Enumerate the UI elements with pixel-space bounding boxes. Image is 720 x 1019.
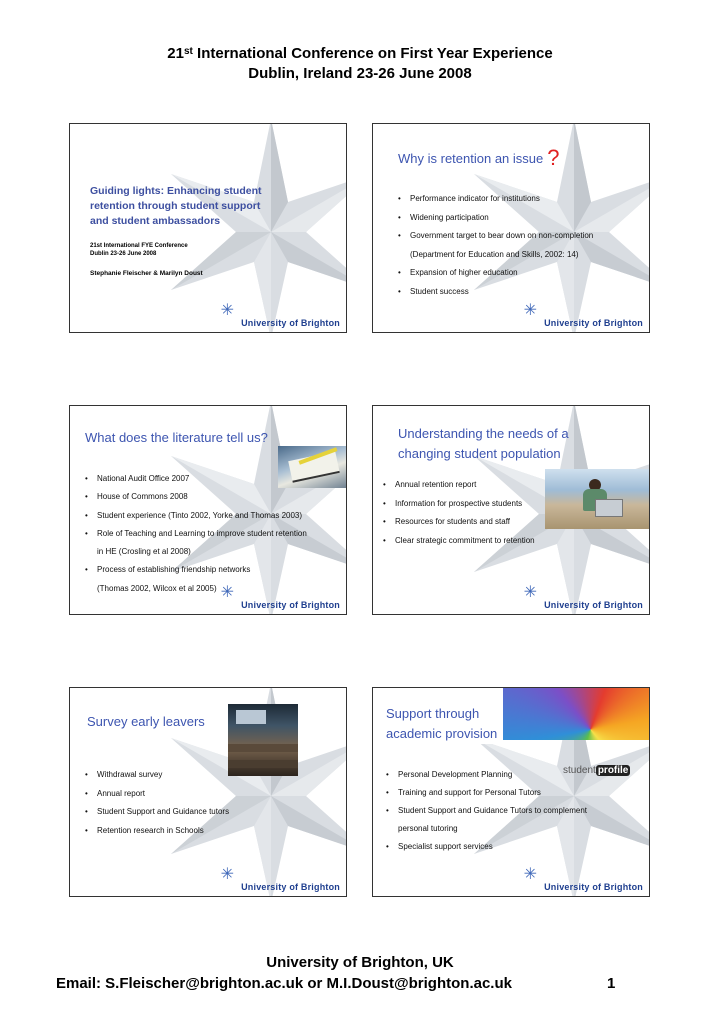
list-item: • Student experience (Tinto 2002, Yorke and Thomas 2003) [85, 507, 343, 525]
list-item: • Expansion of higher education [398, 264, 643, 283]
page-header [0, 44, 720, 84]
list-item: • Annual retention report [383, 476, 563, 495]
university-logo [221, 304, 340, 328]
slide-title [69, 123, 347, 333]
university-logo [221, 586, 340, 610]
university-name: University of Brighton [544, 318, 643, 328]
list-item: in HE (Crosling et al 2008) [97, 547, 191, 557]
snowflake-icon: ✳ [523, 866, 537, 883]
slide6-title [386, 704, 501, 744]
list-item: • Specialist support services [386, 838, 646, 856]
list-item: • Student Support and Guidance Tutors to complement [386, 802, 646, 820]
list-item: • Widening participation [398, 209, 643, 228]
list-item: • Information for prospective students [383, 495, 563, 514]
slide2-list [398, 190, 643, 301]
header-superscript: st [183, 46, 193, 57]
question-mark: ? [547, 145, 560, 170]
pinwheel-photo [503, 688, 649, 740]
list-item: • Resources for students and staff [383, 513, 563, 532]
list-item: • House of Commons 2008 [85, 488, 343, 506]
slide1-dates: Dublin 23-26 June 2008 [90, 251, 157, 257]
header-number: 21 [167, 45, 184, 62]
slide1-subtitle [90, 242, 188, 258]
list-item: • Retention research in Schools [85, 822, 335, 841]
footer-email: Email: S.Fleischer@brighton.ac.uk or M.I.Doust@brighton.ac.uk [56, 975, 512, 992]
university-name: University of Brighton [544, 600, 643, 610]
slide1-conference: 21st International FYE Conference [90, 243, 188, 249]
list-item: • Student Support and Guidance tutors [85, 803, 335, 822]
list-item: • Clear strategic commitment to retention [383, 532, 563, 551]
snowflake-icon: ✳ [220, 584, 234, 601]
student-profile-logo-b: profile [597, 765, 629, 776]
list-item: (Thomas 2002, Wilcox et al 2005) [97, 583, 217, 593]
list-item: • Process of establishing friendship networks [85, 561, 343, 579]
university-logo [524, 586, 643, 610]
slide-academic-provision [372, 687, 650, 897]
slide3-list [85, 470, 343, 601]
slide2-title [398, 145, 560, 170]
slide5-title: Survey early leavers [87, 714, 205, 729]
list-item: • Annual report [85, 785, 335, 804]
header-conference-name: International Conference on First Year Experience [192, 45, 553, 62]
header-line-1 [0, 44, 720, 64]
list-item: • Training and support for Personal Tutors [386, 784, 646, 802]
university-name: University of Brighton [544, 882, 643, 892]
slide6-title-line1: Support through [386, 706, 480, 721]
slide2-title-text: Why is retention an issue [398, 151, 544, 166]
header-line-2: Dublin, Ireland 23-26 June 2008 [248, 65, 472, 82]
slide-literature [69, 405, 347, 615]
university-name: University of Brighton [241, 600, 340, 610]
list-item: • Performance indicator for institutions [398, 190, 643, 209]
student-profile-logo-a: student [563, 765, 596, 776]
list-item: (Department for Education and Skills, 2002: 14) [410, 249, 579, 259]
slide6-title-line2: academic provision [386, 726, 498, 741]
slide4-title-line1: Understanding the needs of a [398, 426, 569, 441]
snowflake-icon: ✳ [220, 866, 234, 883]
list-item: • Student success [398, 283, 643, 302]
snowflake-icon: ✳ [220, 302, 234, 319]
slide4-title [398, 424, 569, 464]
list-item: • National Audit Office 2007 [85, 470, 343, 488]
list-item: • Personal Development Planning [386, 766, 646, 784]
page-number: 1 [607, 975, 616, 992]
slide5-list [85, 766, 335, 840]
university-logo [524, 304, 643, 328]
list-item: • Government target to bear down on non-completion [398, 227, 643, 246]
snowflake-icon: ✳ [523, 302, 537, 319]
list-item: personal tutoring [398, 824, 458, 833]
slide-why-retention [372, 123, 650, 333]
slide4-list [383, 476, 563, 550]
slide4-title-line2: changing student population [398, 446, 561, 461]
list-item: • Role of Teaching and Learning to improve student retention [85, 525, 343, 543]
slide6-list [386, 766, 646, 856]
slide1-authors: Stephanie Fleischer & Marilyn Doust [90, 270, 203, 277]
list-item: • Withdrawal survey [85, 766, 335, 785]
snowflake-icon: ✳ [523, 584, 537, 601]
university-name: University of Brighton [241, 882, 340, 892]
slide-student-needs [372, 405, 650, 615]
university-logo [221, 868, 340, 892]
university-logo [524, 868, 643, 892]
footer-university: University of Brighton, UK [266, 954, 454, 971]
university-name: University of Brighton [241, 318, 340, 328]
slide1-title: Guiding lights: Enhancing student retention through student support and student ambassadors [90, 185, 262, 227]
slide3-title: What does the literature tell us? [85, 430, 268, 445]
slide-early-leavers [69, 687, 347, 897]
